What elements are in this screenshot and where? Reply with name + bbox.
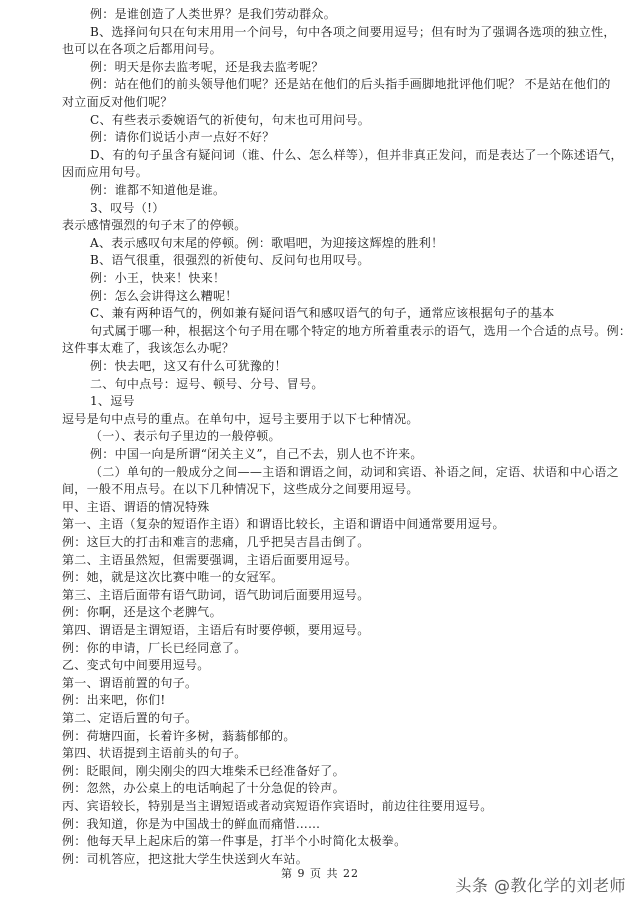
text-line: 第二、定语后置的句子。 <box>62 711 198 725</box>
text-line: 例：小王，快来！快来！ <box>90 271 226 285</box>
text-line: 因而应用句号。 <box>62 165 149 180</box>
text-line: 第四、谓语是主谓短语，主语后有时要停顿，要用逗号。 <box>62 623 370 637</box>
text-line: 例：荷塘四面，长着许多树，蓊蓊郁郁的。 <box>62 728 296 743</box>
text-line: 例：站在他们的前头领导他们呢？还是站在他们的后头指手画脚地批评他们呢？ 不是站在他们的 <box>90 77 611 92</box>
text-line: 丙、宾语较长，特别是当主谓短语或者动宾短语作宾语时，前边往往要用逗号。 <box>62 799 493 813</box>
text-line: 例：请你们说话小声一点好不好？ <box>90 130 275 145</box>
text-line: 也可以在各项之后都用问号。 <box>62 42 222 57</box>
text-line: 例：快去吧，这又有什么可犹豫的！ <box>90 359 287 373</box>
text-line: 第一、主语（复杂的短语作主语）和谓语比较长，主语和谓语中间通常要用逗号。 <box>62 517 505 532</box>
text-line: 例：你啊，还是这个老脾气。 <box>62 605 222 620</box>
text-line: B、选择问句只在句末用用一个问号，句中各项之间要用逗号；但有时为了强调各选项的独立性， <box>90 24 616 39</box>
text-line: B、语气很重，很强烈的祈使句、反问句也用叹号。 <box>90 253 370 268</box>
text-line: 第三、主语后面带有语气助词，语气助词后面要用逗号。 <box>62 587 370 602</box>
text-line: 例：司机答应，把这批大学生快送到火车站。 <box>62 851 309 866</box>
text-line: 例：你的申请，厂长已经同意了。 <box>62 640 247 655</box>
text-line: 表示感情强烈的句子末了的停顿。 <box>62 218 247 233</box>
text-line: C、有些表示委婉语气的祈使句，句末也可用问号。 <box>90 112 371 127</box>
text-line: 对立面反对他们呢？ <box>62 95 173 109</box>
text-line: 乙、变式句中间要用逗号。 <box>62 658 210 673</box>
text-line: 第四、状语提到主语前头的句子。 <box>62 746 247 761</box>
text-line: 例：他每天早上起床后的第一件事是，打半个小时简化太极拳。 <box>62 834 407 849</box>
text-line: 例：忽然，办公桌上的电话响起了十分急促的铃声。 <box>62 781 345 796</box>
text-line: （一）、表示句子里边的一般停顿。 <box>90 429 281 444</box>
text-line: D、有的句子虽含有疑问词（谁、什么、怎么样等），但并非真正发问，而是表达了一个陈述语气， <box>90 147 623 162</box>
text-line: 逗号是句中点号的重点。在单句中，逗号主要用于以下七种情况。 <box>62 411 419 426</box>
text-line: 例：怎么会讲得这么糟呢！ <box>90 288 238 303</box>
text-line: 3、叹号（!） <box>90 200 165 215</box>
page-footer: 第 9 页 共 22 <box>281 867 359 880</box>
text-line: 第一、谓语前置的句子。 <box>62 675 198 690</box>
text-line: （二）单句的一般成分之间——主语和谓语之间，动词和宾语、补语之间，定语、状语和中心语之 <box>90 464 619 479</box>
text-line: 例：是谁创造了人类世界？是我们劳动群众。 <box>90 7 337 21</box>
text-line: 1、逗号 <box>90 394 135 409</box>
text-line: 例：我知道，你是为中国战士的鲜血而痛惜…… <box>62 816 321 831</box>
text-line: 例：眨眼间，刚尖刚尖的四大堆柴禾已经准备好了。 <box>62 763 345 778</box>
watermark: 头条 @教化学的刘老师 <box>455 876 626 895</box>
text-line: 第二、主语虽然短，但需要强调，主语后面要用逗号。 <box>62 552 358 567</box>
text-line: 间，一般不用点号。在以下几种情况下，这些成分之间要用逗号。 <box>62 482 419 497</box>
text-line: 例：出来吧，你们! <box>62 693 166 708</box>
text-line: 例：这巨大的打击和难言的悲痛，几乎把吴吉昌击倒了。 <box>62 535 370 549</box>
text-line: 甲、主语、谓语的情况特殊 <box>62 499 210 514</box>
text-line: 例：谁都不知道他是谁。 <box>90 183 226 197</box>
text-line: 二、句中点号：逗号、顿号、分号、冒号。 <box>90 376 324 391</box>
text-line: C、兼有两种语气的，例如兼有疑问语气和感叹语气的句子，通常应该根据句子的基本 <box>90 306 555 321</box>
text-line: 句式属于哪一种，根据这个句子用在哪个特定的地方所着重表示的语气，选用一个合适的点号。例： <box>90 323 632 338</box>
text-line: 例：中国一向是所谓“闭关主义”，自己不去，别人也不许来。 <box>90 447 423 461</box>
text-line: 例：明天是你去监考呢，还是我去监考呢？ <box>90 59 324 74</box>
text-line: 这件事太难了，我该怎么办呢？ <box>62 341 235 356</box>
text-line: 例：她，就是这次比赛中唯一的女冠军。 <box>62 570 284 585</box>
text-line: A、表示感叹句末尾的停顿。例：歌唱吧，为迎接这辉煌的胜利！ <box>90 235 444 250</box>
